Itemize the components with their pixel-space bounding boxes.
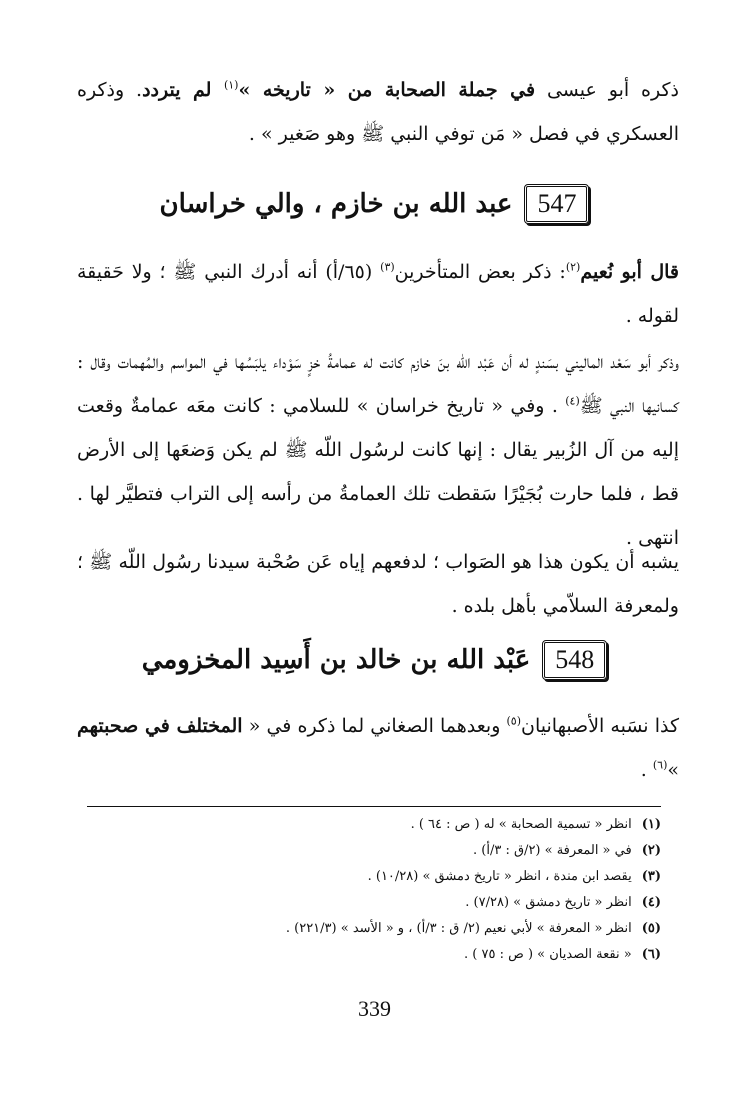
text-run: : ذكر بعض المتأخرين bbox=[394, 261, 566, 283]
paragraph-intro bbox=[77, 68, 679, 156]
footnotes bbox=[87, 812, 661, 968]
footnote-mark: (٤) bbox=[641, 895, 661, 910]
paragraph-abu-nuaym bbox=[77, 250, 679, 338]
footnote-text: انظر « تسمية الصحابة » له ( ص : ٦٤ ) . bbox=[410, 817, 632, 832]
footnote-ref[interactable]: (٥) bbox=[506, 714, 522, 728]
bold-run: في جملة الصحابة من « تاريخه » bbox=[238, 79, 536, 101]
footnote-mark: (١) bbox=[641, 817, 661, 832]
text-run: . وذكره العسكري في فصل « مَن توفي النبي ﷺ وهو صَغير » . bbox=[77, 79, 679, 145]
text-run: (٦٥/أ) أنه أدرك النبي ﷺ ؛ ولا حَقيقة لقوله . bbox=[77, 261, 679, 327]
footnote-item bbox=[87, 916, 661, 942]
footnote-ref[interactable]: (٤) bbox=[565, 394, 580, 408]
text-run: » bbox=[667, 759, 679, 781]
footnote-ref[interactable]: (٢) bbox=[565, 260, 581, 274]
entry-title: عَبْد الله بن خالد بن أَسِيد المخزومي bbox=[141, 645, 531, 675]
paragraph-comment bbox=[77, 540, 679, 628]
text-run: . bbox=[640, 759, 653, 781]
entry-heading-547 bbox=[0, 184, 749, 224]
entry-number-box: 548 bbox=[542, 640, 607, 680]
footnote-ref[interactable]: (١) bbox=[223, 78, 239, 92]
footnote-item bbox=[87, 864, 661, 890]
footnote-item bbox=[87, 890, 661, 916]
footnote-text: انظر « تاريخ دمشق » (٧/٢٨) . bbox=[465, 895, 632, 910]
footnote-text: انظر « المعرفة » لأبي نعيم (٢/ ق : ٣/أ) ، و « الأسد » (٢٢١/٣) . bbox=[285, 921, 632, 936]
text-run: وذكر أبو سَعْد الماليني بسَندٍ له أن عَبْد اللّه بنَ خازم كانت له عمامةُ خزٍ سَوْداء يلبَسُها في المواسم والمُهمات وقال : كسانيها النبي ﷺ bbox=[77, 351, 679, 417]
footnote-item bbox=[87, 942, 661, 968]
entry-title: عبد الله بن خازم ، والي خراسان bbox=[159, 189, 513, 219]
bold-run: قال أبو نُعيم bbox=[580, 261, 680, 283]
text-run: ذكره أبو عيسى bbox=[535, 79, 679, 101]
footnote-mark: (٣) bbox=[641, 869, 661, 884]
page-number: 339 bbox=[358, 996, 391, 1021]
footnote-ref[interactable]: (٦) bbox=[652, 758, 668, 772]
footnote-text: يقصد ابن مندة ، انظر « تاريخ دمشق » (١٠/٢٨) . bbox=[367, 869, 632, 884]
bold-run: المختلف في صحبتهم bbox=[77, 715, 243, 737]
footnote-item bbox=[87, 812, 661, 838]
footnote-mark: (٥) bbox=[641, 921, 661, 936]
footnote-text: « نقعة الصديان » ( ص : ٧٥ ) . bbox=[464, 947, 632, 962]
footnote-mark: (٢) bbox=[641, 843, 661, 858]
footnote-ref[interactable]: (٣) bbox=[380, 260, 395, 274]
paragraph-malini bbox=[77, 340, 679, 560]
footnote-divider bbox=[87, 806, 661, 807]
paragraph-nasab bbox=[77, 704, 679, 792]
text-run: كذا نسَبه الأصبهانيان bbox=[521, 715, 679, 737]
footnote-item bbox=[87, 838, 661, 864]
bold-run: لم يتردد bbox=[142, 79, 224, 101]
text-run: . وفي « تاريخ خراسان » للسلامي : كانت معَه عمامةٌ وقعت إليه من آل الزُبير يقال : إنها كانت لرسُول اللّه ﷺ لم يكن وَضعَها إلى الأرض قط ، فلما حارت بُجَيْرًا سَقطت تلك العمامةُ من رأسه إلى التراب فتطيَّر لها . انتهى . bbox=[77, 395, 679, 549]
footnote-text: في « المعرفة » (٢/ق : ٣/أ) . bbox=[473, 843, 632, 858]
text-run: وبعدهما الصغاني لما ذكره في « bbox=[242, 715, 507, 737]
text-run: يشبه أن يكون هذا هو الصَواب ؛ لدفعهم إياه عَن صُحْبة سيدنا رسُول اللّه ﷺ ؛ ولمعرفة السلاّمي بأهل بلده . bbox=[77, 551, 679, 617]
footnote-mark: (٦) bbox=[641, 947, 661, 962]
entry-number-box: 547 bbox=[524, 184, 589, 224]
entry-heading-548 bbox=[0, 640, 749, 680]
